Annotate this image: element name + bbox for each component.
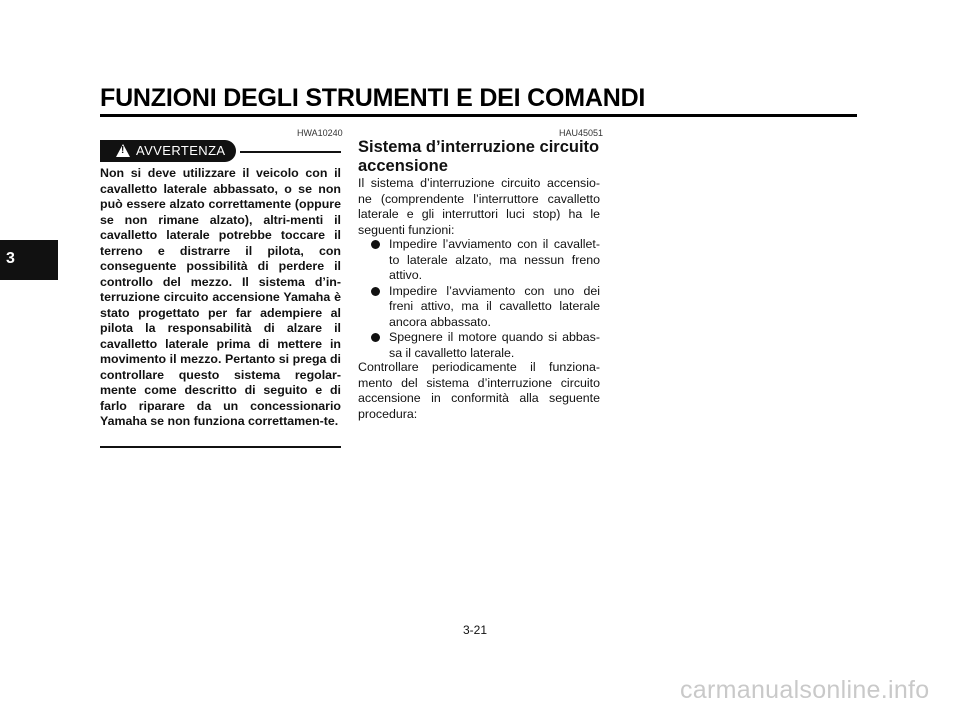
list-item [358, 284, 600, 331]
bullet-dot-icon [371, 333, 380, 342]
function-list [358, 237, 600, 361]
chapter-tab [0, 240, 58, 280]
warning-label: AVVERTENZA [136, 143, 226, 158]
list-item-text: Impedire l’avviamento con il cavallet-to laterale alzato, ma nessun freno attivo. [389, 237, 600, 282]
warning-bottom-rule [100, 446, 341, 448]
warning-text: Non si deve utilizzare il veicolo con il cavalletto laterale abbassato, o se non può essere alzato correttamente (oppure se non rimane alzato), altri-menti il cavalletto laterale potrebbe toccare il terreno e distrarre il pilota, con conseguente possibilità di perdere il controllo del mezzo. Il sistema d’in-terruzione circuito accensione Yamaha è stato progettato per far adempiere al pilota la responsabilità di alzare il cavalletto laterale prima di mettere in movimento il mezzo. Pertanto si prega di controllare questo sistema regolar-mente come descritto di seguito e di farlo riparare da un concessionario Yamaha se non funziona correttamen-te. [100, 166, 341, 428]
list-item-text: Spegnere il motore quando si abbas-sa il cavalletto laterale. [389, 330, 600, 360]
page-header-title: FUNZIONI DEGLI STRUMENTI E DEI COMANDI [100, 84, 646, 112]
section-outro-paragraph: Controllare periodicamente il funziona-mento del sistema d’interruzione circuito accensione in conformità alla seguente procedura: [358, 360, 600, 421]
list-item [358, 237, 600, 284]
bullet-dot-icon [371, 287, 380, 296]
warning-badge: ! AVVERTENZA [100, 140, 236, 162]
watermark: carmanualsonline.info [680, 676, 930, 704]
warning-heading-rule [240, 151, 341, 153]
list-item-text: Impedire l’avviamento con uno dei freni attivo, ma il cavalletto laterale ancora abbassato. [389, 283, 600, 329]
warning-heading [100, 140, 344, 162]
chapter-number: 3 [6, 250, 15, 267]
section-reference-code: HAU45051 [559, 128, 604, 138]
section-intro-paragraph: Il sistema d’interruzione circuito accensio-ne (comprendente l’interruttore cavalletto laterale e gli interruttori luci stop) ha le seguenti funzioni: [358, 176, 600, 237]
warning-reference-code: HWA10240 [297, 128, 343, 138]
bullet-dot-icon [371, 240, 380, 249]
list-item [358, 330, 600, 361]
page-number: 3-21 [463, 623, 488, 637]
section-title: Sistema d’interruzione circuito accensione [358, 138, 600, 175]
header-rule [100, 114, 857, 117]
